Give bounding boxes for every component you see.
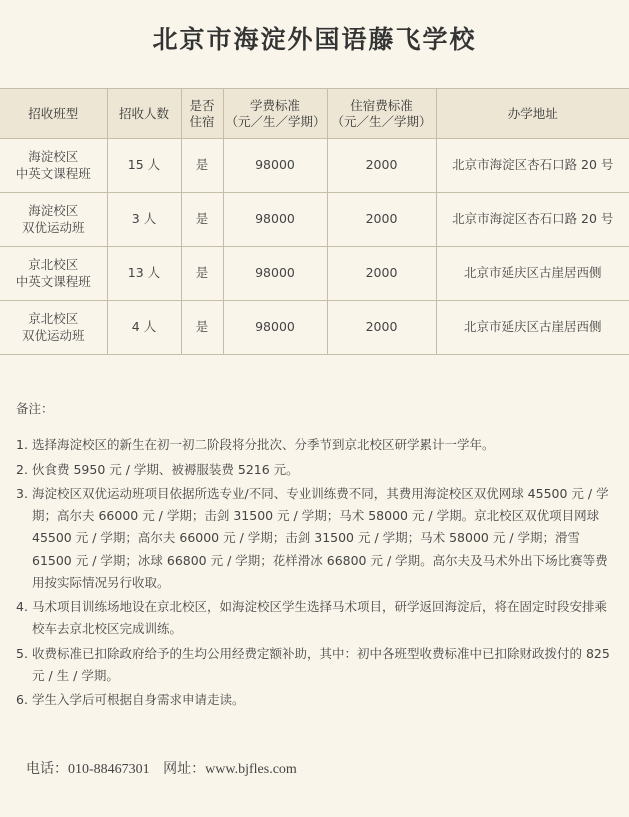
cell-class-type: 海淀校区 双优运动班 [0, 193, 107, 247]
cell-class-type: 京北校区 双优运动班 [0, 301, 107, 355]
note-number: 1. [16, 437, 28, 453]
note-item [16, 434, 616, 456]
cell-boarding: 是 [181, 301, 223, 355]
contact-info [26, 758, 307, 778]
cell-enrollment: 13 人 [107, 247, 181, 301]
note-number: 3. [16, 485, 28, 501]
table-row [0, 247, 629, 301]
fee-table [0, 88, 629, 355]
cell-boarding: 是 [181, 247, 223, 301]
note-number: 4. [16, 599, 28, 614]
cell-tuition: 98000 [223, 193, 327, 247]
note-item [16, 459, 616, 481]
cell-address: 北京市延庆区古崖居西侧 [436, 247, 629, 301]
note-text: 伙食费 5950 元 / 学期、被褥服装费 5216 元。 [32, 461, 299, 477]
table-row [0, 139, 629, 193]
table-header-row [0, 89, 629, 139]
cell-enrollment: 4 人 [107, 301, 181, 355]
table-row [0, 193, 629, 247]
note-item [16, 643, 616, 688]
website-link[interactable]: 网址：www.bjfles.com [163, 762, 297, 777]
col-header-tuition: 学费标准 （元／生／学期） [223, 89, 327, 139]
cell-tuition: 98000 [223, 301, 327, 355]
note-number: 2. [16, 461, 28, 477]
phone-number: 电话：010-88467301 [26, 762, 150, 777]
notes-list [16, 434, 616, 711]
cell-enrollment: 3 人 [107, 193, 181, 247]
notes-section [16, 398, 616, 713]
cell-boarding: 是 [181, 193, 223, 247]
cell-class-type: 海淀校区 中英文课程班 [0, 139, 107, 193]
col-header-class-type: 招收班型 [0, 89, 107, 139]
cell-boarding: 是 [181, 139, 223, 193]
col-header-address: 办学地址 [436, 89, 629, 139]
note-text: 选择海淀校区的新生在初一初二阶段将分批次、分季节到京北校区研学累计一学年。 [32, 437, 495, 453]
col-header-enrollment: 招收人数 [107, 89, 181, 139]
cell-lodging: 2000 [327, 301, 436, 355]
note-text: 马术项目训练场地设在京北校区，如海淀校区学生选择马术项目，研学返回海淀后，将在固定时段安排乘校车去京北校区完成训练。 [32, 599, 608, 637]
page-title: 北京市海淀外国语藤飞学校 [152, 25, 477, 54]
note-item [16, 596, 616, 641]
cell-enrollment: 15 人 [107, 139, 181, 193]
cell-address: 北京市海淀区杏石口路 20 号 [436, 139, 629, 193]
cell-tuition: 98000 [223, 247, 327, 301]
note-item [16, 689, 616, 711]
cell-lodging: 2000 [327, 193, 436, 247]
col-header-boarding: 是否 住宿 [181, 89, 223, 139]
cell-class-type: 京北校区 中英文课程班 [0, 247, 107, 301]
note-text: 海淀校区双优运动班项目依据所选专业/不同、专业训练费不同，其费用海淀校区双优网球 45500 元 / 学期；高尔夫 66000 元 / 学期；击剑 31500 元 / 学期；马术 58000 元 / 学期。京北校区双优项目网球 45500 元 / 学期；高尔夫 66000 元 / 学期；击剑 31500 元 / 学期；马术 58000 元 / 学期；滑雪 61500 元 / 学期；冰球 66800 元 / 学期；花样滑冰 66800 元 / 学期。高尔夫及马术外出下场比赛等费用按实际情况另行收取。 [32, 485, 609, 590]
cell-tuition: 98000 [223, 139, 327, 193]
cell-address: 北京市延庆区古崖居西侧 [436, 301, 629, 355]
notes-title: 备注： [16, 401, 54, 416]
col-header-lodging: 住宿费标准 （元／生／学期） [327, 89, 436, 139]
note-number: 5. [16, 645, 28, 661]
cell-lodging: 2000 [327, 139, 436, 193]
cell-lodging: 2000 [327, 247, 436, 301]
table-row [0, 301, 629, 355]
cell-address: 北京市海淀区杏石口路 20 号 [436, 193, 629, 247]
note-text: 收费标准已扣除政府给予的生均公用经费定额补助，其中：初中各班型收费标准中已扣除财政拨付的 825 元 / 生 / 学期。 [32, 645, 610, 683]
note-text: 学生入学后可根据自身需求申请走读。 [32, 692, 245, 707]
note-number: 6. [16, 692, 28, 707]
note-item [16, 483, 616, 594]
